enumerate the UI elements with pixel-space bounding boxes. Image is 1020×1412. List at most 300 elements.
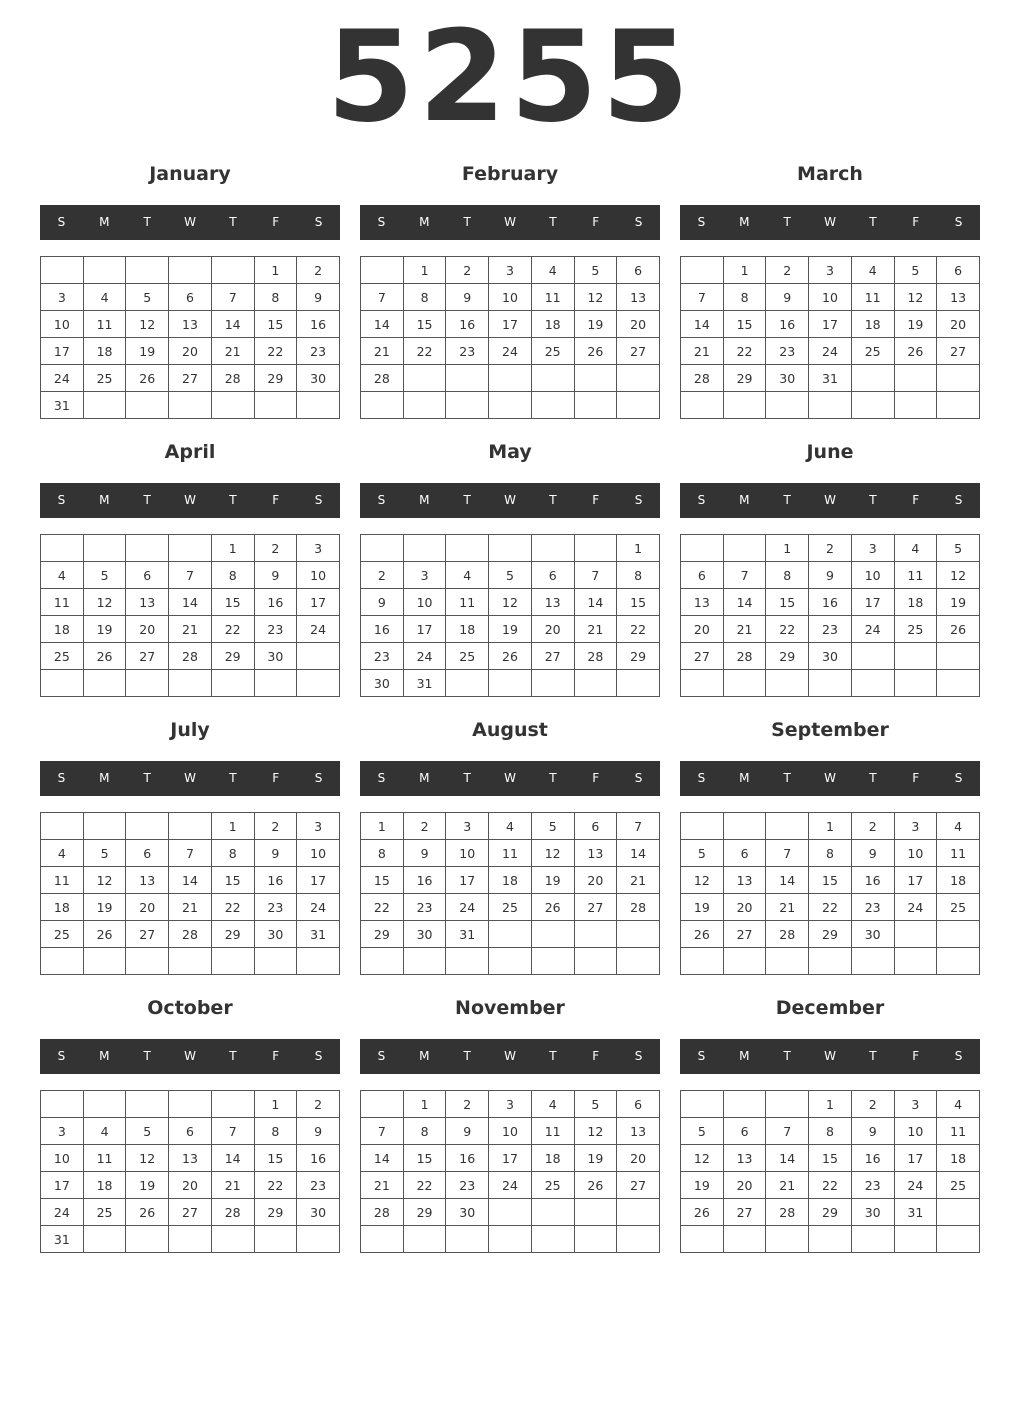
weekday-label: F xyxy=(912,215,920,229)
empty-day-cell xyxy=(617,1226,660,1253)
weekday-label: S xyxy=(634,493,643,507)
day-cell: 12 xyxy=(937,562,980,589)
day-cell: 15 xyxy=(403,1145,446,1172)
day-cell: 26 xyxy=(937,616,980,643)
day-cell: 1 xyxy=(809,813,852,840)
empty-day-cell xyxy=(126,1091,169,1118)
day-cell: 4 xyxy=(894,535,937,562)
empty-day-cell xyxy=(361,1091,404,1118)
empty-day-cell xyxy=(681,813,724,840)
day-cell: 25 xyxy=(851,338,894,365)
week-row xyxy=(681,365,980,392)
day-cell: 14 xyxy=(361,1145,404,1172)
day-cell: 21 xyxy=(211,338,254,365)
empty-day-cell xyxy=(766,1091,809,1118)
day-cell: 24 xyxy=(297,894,340,921)
day-cell: 16 xyxy=(254,589,297,616)
day-cell: 30 xyxy=(361,670,404,697)
day-cell: 12 xyxy=(681,867,724,894)
empty-day-cell xyxy=(126,948,169,975)
empty-day-cell xyxy=(126,1226,169,1253)
day-cell: 25 xyxy=(531,338,574,365)
week-row xyxy=(361,1199,660,1226)
day-cell: 26 xyxy=(574,1172,617,1199)
empty-day-cell xyxy=(83,813,126,840)
day-cell: 4 xyxy=(531,1091,574,1118)
week-row xyxy=(41,311,340,338)
week-row xyxy=(361,813,660,840)
week-row xyxy=(41,921,340,948)
day-cell: 23 xyxy=(809,616,852,643)
weekday-label: S xyxy=(314,1049,323,1063)
weekday-label: F xyxy=(272,1049,280,1063)
day-cell: 31 xyxy=(809,365,852,392)
weekday-label: S xyxy=(57,771,66,785)
day-cell: 5 xyxy=(894,257,937,284)
empty-day-cell xyxy=(574,1226,617,1253)
week-row xyxy=(361,894,660,921)
empty-day-cell xyxy=(851,948,894,975)
day-cell: 1 xyxy=(809,1091,852,1118)
day-cell: 9 xyxy=(851,1118,894,1145)
day-cell: 27 xyxy=(937,338,980,365)
day-cell: 11 xyxy=(446,589,489,616)
weekday-label: W xyxy=(504,493,516,507)
empty-day-cell xyxy=(574,1199,617,1226)
week-row xyxy=(681,867,980,894)
week-row xyxy=(681,1199,980,1226)
day-cell: 14 xyxy=(574,589,617,616)
month-name: December xyxy=(775,997,885,1019)
empty-day-cell xyxy=(403,365,446,392)
day-cell: 12 xyxy=(83,589,126,616)
weekday-label: M xyxy=(99,771,110,785)
day-cell: 2 xyxy=(851,813,894,840)
day-cell: 4 xyxy=(446,562,489,589)
day-cell: 28 xyxy=(169,921,212,948)
weekday-label: S xyxy=(954,1049,963,1063)
week-row xyxy=(361,284,660,311)
day-cell: 7 xyxy=(169,562,212,589)
day-cell: 6 xyxy=(937,257,980,284)
empty-day-cell xyxy=(446,535,489,562)
week-row xyxy=(41,948,340,975)
weekday-label: S xyxy=(377,771,386,785)
day-cell: 25 xyxy=(83,365,126,392)
day-cell: 1 xyxy=(403,1091,446,1118)
day-cell: 31 xyxy=(297,921,340,948)
day-cell: 5 xyxy=(574,1091,617,1118)
day-cell: 19 xyxy=(574,1145,617,1172)
day-cell: 28 xyxy=(361,1199,404,1226)
day-cell: 19 xyxy=(489,616,532,643)
weekday-label: F xyxy=(912,1049,920,1063)
weekday-label: W xyxy=(504,1049,516,1063)
day-cell: 21 xyxy=(723,616,766,643)
day-cell: 24 xyxy=(403,643,446,670)
empty-day-cell xyxy=(169,813,212,840)
weekday-label: S xyxy=(697,771,706,785)
week-row xyxy=(361,392,660,419)
day-cell: 2 xyxy=(297,1091,340,1118)
day-grid xyxy=(360,534,660,697)
month-name: May xyxy=(488,441,532,463)
day-cell: 25 xyxy=(41,643,84,670)
week-row xyxy=(681,921,980,948)
empty-day-cell xyxy=(297,392,340,419)
empty-day-cell xyxy=(531,365,574,392)
empty-day-cell xyxy=(361,392,404,419)
day-cell: 2 xyxy=(361,562,404,589)
day-cell: 9 xyxy=(809,562,852,589)
weekday-label: S xyxy=(377,1049,386,1063)
day-cell: 25 xyxy=(489,894,532,921)
weekday-label: S xyxy=(634,771,643,785)
empty-day-cell xyxy=(83,948,126,975)
weekday-label: M xyxy=(99,215,110,229)
day-cell: 30 xyxy=(297,1199,340,1226)
day-cell: 22 xyxy=(809,1172,852,1199)
day-cell: 22 xyxy=(211,894,254,921)
month-name: June xyxy=(806,441,854,463)
day-cell: 13 xyxy=(126,589,169,616)
day-cell: 8 xyxy=(254,1118,297,1145)
day-cell: 22 xyxy=(254,338,297,365)
day-cell: 22 xyxy=(403,1172,446,1199)
day-cell: 25 xyxy=(937,894,980,921)
empty-day-cell xyxy=(766,670,809,697)
empty-day-cell xyxy=(937,392,980,419)
empty-day-cell xyxy=(126,670,169,697)
day-cell: 17 xyxy=(41,338,84,365)
weekday-label: T xyxy=(229,1049,237,1063)
empty-day-cell xyxy=(297,948,340,975)
day-cell: 3 xyxy=(894,813,937,840)
day-cell: 15 xyxy=(254,1145,297,1172)
day-cell: 22 xyxy=(403,338,446,365)
empty-day-cell xyxy=(41,535,84,562)
day-cell: 12 xyxy=(531,840,574,867)
day-cell: 19 xyxy=(83,616,126,643)
day-cell: 31 xyxy=(446,921,489,948)
empty-day-cell xyxy=(446,1226,489,1253)
day-cell: 7 xyxy=(617,813,660,840)
empty-day-cell xyxy=(681,257,724,284)
day-cell: 12 xyxy=(894,284,937,311)
empty-day-cell xyxy=(531,948,574,975)
day-cell: 26 xyxy=(681,1199,724,1226)
day-cell: 14 xyxy=(681,311,724,338)
day-cell: 15 xyxy=(723,311,766,338)
weekday-label: S xyxy=(954,493,963,507)
day-grid xyxy=(40,256,340,419)
weekday-label: S xyxy=(314,771,323,785)
weekday-label: W xyxy=(504,215,516,229)
week-row xyxy=(41,284,340,311)
day-cell: 26 xyxy=(531,894,574,921)
weekday-label: M xyxy=(739,493,750,507)
week-row xyxy=(361,311,660,338)
empty-day-cell xyxy=(83,257,126,284)
day-cell: 17 xyxy=(297,589,340,616)
day-cell: 2 xyxy=(254,535,297,562)
weekday-label: T xyxy=(463,771,471,785)
day-cell: 24 xyxy=(446,894,489,921)
day-cell: 9 xyxy=(361,589,404,616)
day-cell: 21 xyxy=(681,338,724,365)
empty-day-cell xyxy=(574,535,617,562)
weekday-label: S xyxy=(697,493,706,507)
day-cell: 29 xyxy=(254,1199,297,1226)
day-cell: 2 xyxy=(446,1091,489,1118)
day-cell: 29 xyxy=(809,921,852,948)
day-cell: 29 xyxy=(766,643,809,670)
empty-day-cell xyxy=(723,1226,766,1253)
day-cell: 3 xyxy=(894,1091,937,1118)
empty-day-cell xyxy=(894,670,937,697)
day-cell: 2 xyxy=(766,257,809,284)
day-cell: 15 xyxy=(211,867,254,894)
day-cell: 19 xyxy=(574,311,617,338)
day-cell: 30 xyxy=(809,643,852,670)
day-cell: 15 xyxy=(361,867,404,894)
day-cell: 3 xyxy=(41,284,84,311)
day-cell: 6 xyxy=(531,562,574,589)
weekday-label: M xyxy=(99,493,110,507)
week-row xyxy=(41,894,340,921)
day-cell: 20 xyxy=(531,616,574,643)
weekday-label: W xyxy=(824,771,836,785)
weekday-label: F xyxy=(912,493,920,507)
day-cell: 23 xyxy=(851,1172,894,1199)
day-cell: 15 xyxy=(403,311,446,338)
day-cell: 21 xyxy=(169,616,212,643)
day-cell: 10 xyxy=(894,1118,937,1145)
weekday-header xyxy=(360,205,660,240)
day-cell: 13 xyxy=(681,589,724,616)
day-cell: 8 xyxy=(254,284,297,311)
day-cell: 12 xyxy=(574,1118,617,1145)
day-cell: 16 xyxy=(766,311,809,338)
empty-day-cell xyxy=(41,1091,84,1118)
day-cell: 26 xyxy=(894,338,937,365)
weekday-header xyxy=(680,483,980,518)
weekday-header xyxy=(680,205,980,240)
empty-day-cell xyxy=(126,392,169,419)
empty-day-cell xyxy=(41,813,84,840)
empty-day-cell xyxy=(169,1091,212,1118)
empty-day-cell xyxy=(851,365,894,392)
day-cell: 6 xyxy=(617,257,660,284)
day-cell: 6 xyxy=(169,1118,212,1145)
day-cell: 19 xyxy=(83,894,126,921)
week-row xyxy=(361,616,660,643)
day-cell: 29 xyxy=(254,365,297,392)
week-row xyxy=(681,813,980,840)
day-grid xyxy=(40,812,340,975)
day-cell: 15 xyxy=(809,1145,852,1172)
day-cell: 27 xyxy=(617,338,660,365)
day-grid xyxy=(680,256,980,419)
day-cell: 8 xyxy=(403,284,446,311)
day-cell: 16 xyxy=(254,867,297,894)
day-cell: 3 xyxy=(41,1118,84,1145)
weekday-label: S xyxy=(314,493,323,507)
month-name: November xyxy=(455,997,565,1019)
week-row xyxy=(41,257,340,284)
weekday-label: F xyxy=(272,493,280,507)
day-cell: 27 xyxy=(723,1199,766,1226)
day-cell: 22 xyxy=(254,1172,297,1199)
day-cell: 20 xyxy=(681,616,724,643)
weekday-label: F xyxy=(912,771,920,785)
day-cell: 5 xyxy=(937,535,980,562)
day-cell: 10 xyxy=(489,284,532,311)
day-cell: 7 xyxy=(574,562,617,589)
day-cell: 25 xyxy=(41,921,84,948)
week-row xyxy=(681,670,980,697)
week-row xyxy=(681,840,980,867)
empty-day-cell xyxy=(617,1199,660,1226)
empty-day-cell xyxy=(937,1199,980,1226)
day-cell: 28 xyxy=(169,643,212,670)
day-cell: 5 xyxy=(489,562,532,589)
day-cell: 9 xyxy=(254,562,297,589)
weekday-label: S xyxy=(377,215,386,229)
day-cell: 9 xyxy=(446,1118,489,1145)
day-cell: 15 xyxy=(809,867,852,894)
day-cell: 11 xyxy=(83,1145,126,1172)
week-row xyxy=(361,840,660,867)
day-cell: 1 xyxy=(254,1091,297,1118)
weekday-label: M xyxy=(419,493,430,507)
day-cell: 8 xyxy=(211,840,254,867)
day-cell: 17 xyxy=(489,311,532,338)
weekday-label: T xyxy=(463,215,471,229)
day-cell: 7 xyxy=(766,1118,809,1145)
day-cell: 18 xyxy=(937,1145,980,1172)
empty-day-cell xyxy=(894,643,937,670)
empty-day-cell xyxy=(489,921,532,948)
empty-day-cell xyxy=(937,365,980,392)
week-row xyxy=(41,589,340,616)
week-row xyxy=(361,257,660,284)
day-cell: 18 xyxy=(894,589,937,616)
day-cell: 9 xyxy=(297,284,340,311)
day-cell: 2 xyxy=(297,257,340,284)
day-cell: 13 xyxy=(169,1145,212,1172)
day-cell: 10 xyxy=(297,562,340,589)
weekday-label: T xyxy=(549,1049,557,1063)
day-cell: 7 xyxy=(681,284,724,311)
day-cell: 27 xyxy=(169,365,212,392)
weekday-label: S xyxy=(314,215,323,229)
day-cell: 24 xyxy=(489,338,532,365)
empty-day-cell xyxy=(297,643,340,670)
empty-day-cell xyxy=(723,535,766,562)
day-grid xyxy=(680,534,980,697)
empty-day-cell xyxy=(531,535,574,562)
day-cell: 30 xyxy=(403,921,446,948)
week-row xyxy=(681,1226,980,1253)
day-cell: 27 xyxy=(126,921,169,948)
day-cell: 10 xyxy=(41,1145,84,1172)
week-row xyxy=(681,392,980,419)
empty-day-cell xyxy=(446,365,489,392)
day-grid xyxy=(680,812,980,975)
day-cell: 14 xyxy=(766,867,809,894)
day-cell: 10 xyxy=(297,840,340,867)
day-cell: 4 xyxy=(531,257,574,284)
empty-day-cell xyxy=(723,670,766,697)
week-row xyxy=(41,840,340,867)
weekday-label: T xyxy=(869,771,877,785)
day-cell: 29 xyxy=(403,1199,446,1226)
day-cell: 27 xyxy=(681,643,724,670)
day-cell: 28 xyxy=(723,643,766,670)
day-cell: 17 xyxy=(851,589,894,616)
day-cell: 21 xyxy=(617,867,660,894)
empty-day-cell xyxy=(297,670,340,697)
day-cell: 28 xyxy=(766,1199,809,1226)
day-cell: 2 xyxy=(851,1091,894,1118)
day-cell: 2 xyxy=(403,813,446,840)
day-cell: 10 xyxy=(403,589,446,616)
empty-day-cell xyxy=(254,1226,297,1253)
empty-day-cell xyxy=(617,670,660,697)
empty-day-cell xyxy=(937,643,980,670)
day-cell: 18 xyxy=(446,616,489,643)
day-cell: 6 xyxy=(126,840,169,867)
month-name: September xyxy=(771,719,889,741)
weekday-label: S xyxy=(697,215,706,229)
day-cell: 27 xyxy=(723,921,766,948)
day-cell: 17 xyxy=(297,867,340,894)
day-cell: 20 xyxy=(723,1172,766,1199)
day-cell: 12 xyxy=(126,311,169,338)
weekday-label: S xyxy=(954,771,963,785)
week-row xyxy=(361,867,660,894)
day-grid xyxy=(680,1090,980,1253)
day-grid xyxy=(40,1090,340,1253)
week-row xyxy=(41,365,340,392)
empty-day-cell xyxy=(83,392,126,419)
day-cell: 12 xyxy=(574,284,617,311)
weekday-label: M xyxy=(99,1049,110,1063)
weekday-label: M xyxy=(739,215,750,229)
day-grid xyxy=(360,812,660,975)
day-cell: 14 xyxy=(723,589,766,616)
day-cell: 14 xyxy=(617,840,660,867)
week-row xyxy=(361,643,660,670)
day-cell: 29 xyxy=(809,1199,852,1226)
weekday-label: S xyxy=(697,1049,706,1063)
weekday-label: W xyxy=(184,215,196,229)
empty-day-cell xyxy=(297,1226,340,1253)
day-cell: 24 xyxy=(894,894,937,921)
day-cell: 11 xyxy=(41,589,84,616)
week-row xyxy=(41,867,340,894)
day-cell: 9 xyxy=(766,284,809,311)
empty-day-cell xyxy=(681,948,724,975)
day-cell: 14 xyxy=(211,311,254,338)
day-cell: 13 xyxy=(531,589,574,616)
day-cell: 7 xyxy=(361,1118,404,1145)
empty-day-cell xyxy=(211,948,254,975)
day-cell: 2 xyxy=(254,813,297,840)
week-row xyxy=(361,338,660,365)
week-row xyxy=(361,535,660,562)
